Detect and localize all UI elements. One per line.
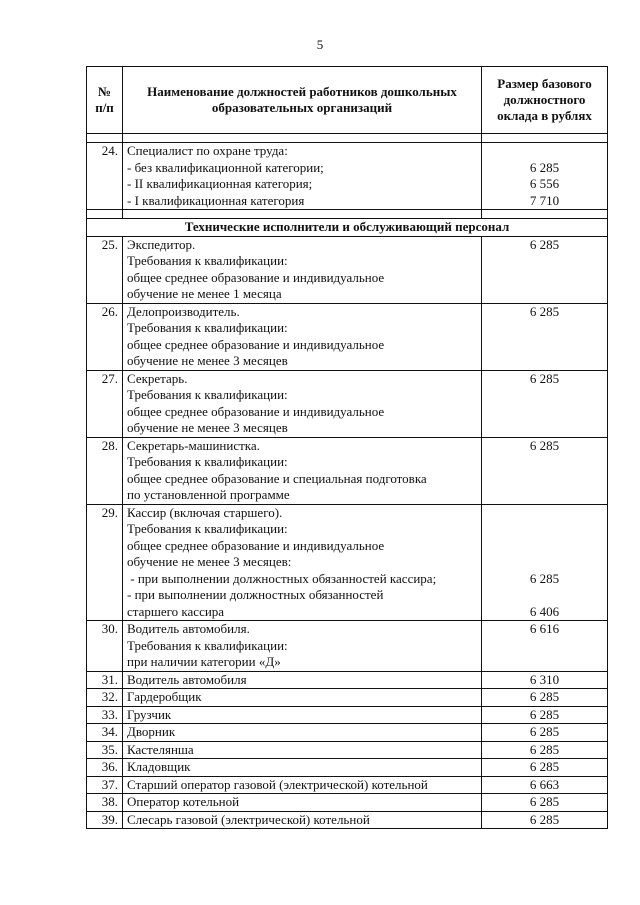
row-line: - при выполнении должностных обязанностей [127, 587, 384, 602]
row-line: - II квалификационная категория; [127, 176, 313, 191]
row-name: Кладовщик [123, 759, 482, 777]
row-line: Требования к квалификации: [127, 320, 288, 335]
row-value: 6 285 [482, 741, 608, 759]
row-number: 37. [87, 776, 123, 794]
row-line: обучение не менее 3 месяцев: [127, 554, 292, 569]
table-row [87, 437, 608, 504]
row-number: 30. [87, 621, 123, 672]
row-name [123, 236, 482, 303]
table-row [87, 724, 608, 742]
row-line: общее среднее образование и индивидуальное [127, 537, 385, 553]
row-name: Оператор котельной [123, 794, 482, 812]
row-name [123, 370, 482, 437]
row-number: 32. [87, 689, 123, 707]
row-name: Гардеробщик [123, 689, 482, 707]
row-name: Слесарь газовой (электрической) котельной [123, 811, 482, 829]
table-row [87, 621, 608, 672]
row-value: 6 285 [482, 706, 608, 724]
row-value [482, 143, 608, 210]
salary-table [86, 66, 608, 829]
row-name: Дворник [123, 724, 482, 742]
row-line: общее среднее образование и индивидуальное [127, 403, 385, 419]
row-line: Водитель автомобиля. [127, 621, 250, 636]
row-line: Требования к квалификации: [127, 454, 288, 469]
page-number: 5 [316, 37, 324, 52]
row-number: 36. [87, 759, 123, 777]
table-row [87, 504, 608, 621]
row-value [482, 504, 608, 621]
row-line: Экспедитор. [127, 236, 196, 252]
row-line: при наличии категории «Д» [127, 654, 281, 669]
header-salary: Размер базового должностного оклада в рублях [482, 67, 608, 134]
value-line: 6 285 [529, 159, 560, 175]
row-line: - без квалификационной категории; [127, 159, 324, 175]
row-number: 34. [87, 724, 123, 742]
header-num: № п/п [87, 67, 123, 134]
row-line: общее среднее образование и индивидуальное [127, 336, 385, 352]
row-value: 6 285 [482, 236, 608, 303]
table-row [87, 370, 608, 437]
row-line: обучение не менее 1 месяца [127, 286, 282, 301]
row-value: 6 285 [482, 724, 608, 742]
row-name [123, 621, 482, 672]
row-value: 6 310 [482, 671, 608, 689]
header-name: Наименование должностей работников дошкольных образовательных организаций [123, 67, 482, 134]
row-name [123, 504, 482, 621]
row-number: 35. [87, 741, 123, 759]
row-line: Требования к квалификации: [127, 637, 288, 653]
row-line: Требования к квалификации: [127, 253, 288, 268]
table-gap-row [87, 134, 608, 143]
row-number: 38. [87, 794, 123, 812]
value-line: 6 406 [529, 603, 560, 619]
row-name [123, 143, 482, 210]
row-number: 33. [87, 706, 123, 724]
row-value: 6 285 [482, 689, 608, 707]
table-row [87, 303, 608, 370]
row-line: Требования к квалификации: [127, 521, 288, 536]
row-value: 6 285 [482, 370, 608, 437]
value-line: 7 710 [529, 192, 560, 208]
row-value: 6 285 [482, 794, 608, 812]
row-number: 27. [87, 370, 123, 437]
row-name: Водитель автомобиля [123, 671, 482, 689]
row-line: общее среднее образование и специальная подготовка [127, 470, 427, 486]
table-row [87, 143, 608, 210]
table-row [87, 671, 608, 689]
row-name [123, 303, 482, 370]
row-name: Кастелянша [123, 741, 482, 759]
row-name [123, 437, 482, 504]
row-number: 25. [87, 236, 123, 303]
row-value: 6 663 [482, 776, 608, 794]
row-value: 6 285 [482, 437, 608, 504]
row-line: по установленной программе [127, 487, 290, 502]
table-header-row [87, 67, 608, 134]
row-line: Делопроизводитель. [127, 303, 240, 319]
table-row [87, 811, 608, 829]
row-line: обучение не менее 3 месяцев [127, 353, 288, 368]
table-row [87, 706, 608, 724]
table-row [87, 689, 608, 707]
table-row [87, 741, 608, 759]
row-number: 26. [87, 303, 123, 370]
row-number: 39. [87, 811, 123, 829]
row-line: общее среднее образование и индивидуальное [127, 269, 385, 285]
row-name: Старший оператор газовой (электрической) котельной [123, 776, 482, 794]
row-line: старшего кассира [127, 603, 225, 619]
row-value: 6 285 [482, 811, 608, 829]
row-line: - I квалификационная категория [127, 192, 305, 208]
row-line: Секретарь. [127, 370, 188, 386]
row-line: обучение не менее 3 месяцев [127, 420, 288, 435]
table-row [87, 776, 608, 794]
table-row [87, 759, 608, 777]
row-line: - при выполнении должностных обязанностей кассира; [127, 570, 437, 586]
simple-rows [87, 671, 608, 829]
row-number: 29. [87, 504, 123, 621]
table-row [87, 236, 608, 303]
section-row [87, 219, 608, 237]
section-title: Технические исполнители и обслуживающий персонал [87, 219, 608, 237]
row-number: 31. [87, 671, 123, 689]
row-number: 28. [87, 437, 123, 504]
table-row [87, 794, 608, 812]
row-value: 6 616 [482, 621, 608, 672]
table-gap-row [87, 210, 608, 219]
row-value: 6 285 [482, 759, 608, 777]
value-line: 6 556 [529, 176, 560, 191]
row-line: Требования к квалификации: [127, 387, 288, 402]
row-number: 24. [87, 143, 123, 210]
row-line: Секретарь-машинистка. [127, 437, 260, 453]
row-line: Кассир (включая старшего). [127, 504, 283, 520]
row-value: 6 285 [482, 303, 608, 370]
value-line: 6 285 [529, 570, 560, 586]
row-name: Грузчик [123, 706, 482, 724]
row-line: Специалист по охране труда: [127, 143, 288, 158]
